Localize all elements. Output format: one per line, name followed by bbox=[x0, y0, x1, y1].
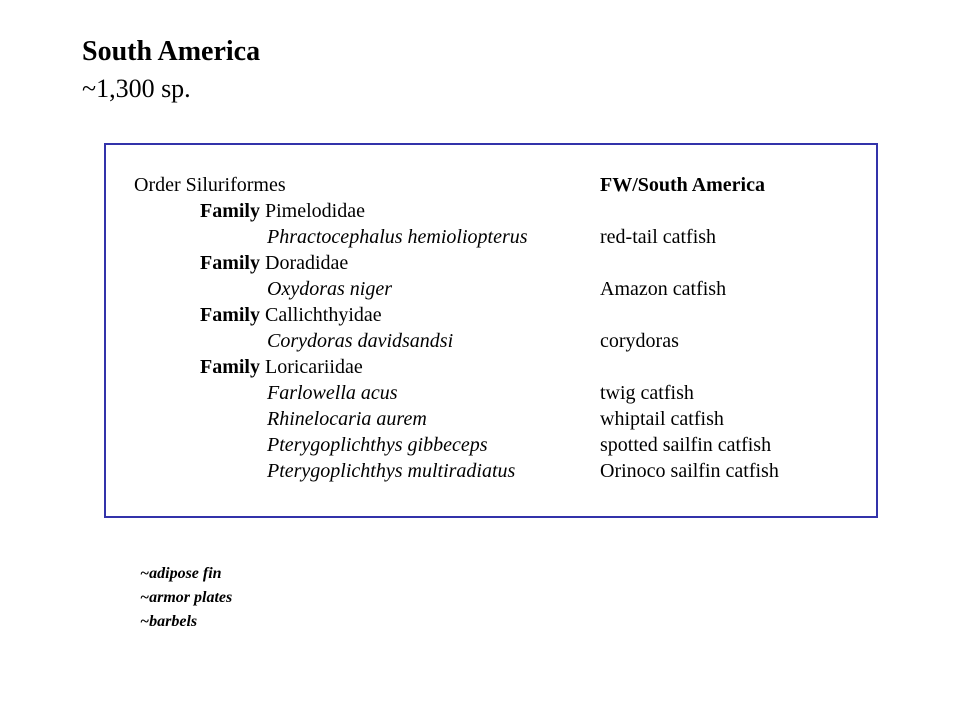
family-rank-label: Family bbox=[200, 356, 260, 378]
common-name: red-tail catfish bbox=[600, 226, 717, 248]
family-taxon: Pimelodidae bbox=[265, 200, 365, 222]
note-adipose-fin: ~adipose fin bbox=[140, 565, 222, 582]
family-rank-label: Family bbox=[200, 252, 260, 274]
species-name: Corydoras davidsandsi bbox=[267, 330, 454, 352]
family-row bbox=[106, 302, 876, 328]
species-name: Oxydoras niger bbox=[267, 278, 392, 300]
order-taxon: Siluriformes bbox=[185, 174, 286, 196]
species-row bbox=[106, 224, 876, 250]
species-row bbox=[106, 406, 876, 432]
species-name: Pterygoplichthys gibbeceps bbox=[267, 434, 488, 456]
family-name bbox=[200, 302, 382, 328]
species-row bbox=[106, 458, 876, 484]
species-name: Phractocephalus hemioliopterus bbox=[267, 226, 528, 248]
taxonomy-table bbox=[104, 143, 878, 518]
order-name bbox=[134, 172, 286, 198]
common-name: Amazon catfish bbox=[600, 278, 727, 300]
species-name: Farlowella acus bbox=[267, 382, 398, 404]
family-rank-label: Family bbox=[200, 304, 260, 326]
species-row bbox=[106, 328, 876, 354]
slide-title: South America bbox=[82, 36, 261, 67]
feature-notes bbox=[140, 562, 232, 634]
family-taxon: Loricariidae bbox=[265, 356, 363, 378]
order-row bbox=[106, 172, 876, 198]
habitat-header: FW/South America bbox=[600, 174, 765, 196]
species-row bbox=[106, 432, 876, 458]
note-barbels: ~barbels bbox=[140, 613, 198, 630]
common-name: whiptail catfish bbox=[600, 408, 724, 430]
family-name bbox=[200, 250, 348, 276]
common-name: spotted sailfin catfish bbox=[600, 434, 772, 456]
family-taxon: Doradidae bbox=[265, 252, 349, 274]
order-rank-label: Order bbox=[134, 174, 181, 196]
family-rank-label: Family bbox=[200, 200, 260, 222]
family-name bbox=[200, 198, 365, 224]
common-name: corydoras bbox=[600, 330, 679, 352]
species-name: Rhinelocaria aurem bbox=[267, 408, 427, 430]
species-count: ~1,300 sp. bbox=[82, 74, 191, 103]
note-armor-plates: ~armor plates bbox=[140, 589, 233, 606]
common-name: twig catfish bbox=[600, 382, 694, 404]
family-name bbox=[200, 354, 363, 380]
family-row bbox=[106, 198, 876, 224]
species-name: Pterygoplichthys multiradiatus bbox=[267, 460, 516, 482]
family-taxon: Callichthyidae bbox=[265, 304, 382, 326]
family-row bbox=[106, 354, 876, 380]
species-row bbox=[106, 276, 876, 302]
common-name: Orinoco sailfin catfish bbox=[600, 460, 779, 482]
species-row bbox=[106, 380, 876, 406]
family-row bbox=[106, 250, 876, 276]
